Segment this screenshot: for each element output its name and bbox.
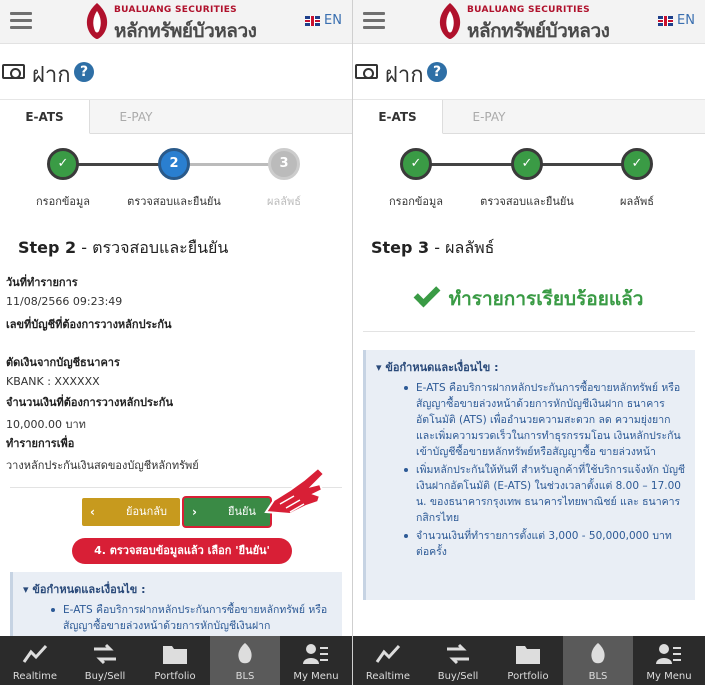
chart-line-icon [375,642,401,666]
terms-item: E-ATS คือบริการฝากหลักประกันการซื้อขายหลักทรัพย์ หรือสัญญาซื้อขายล่วงหน้าด้วยการหักบัญชีเงินฝาก ธนาคารอัตโนมัติ (ATS) เพื่ออำนวยความสะดวก ลด ความยุ่งยาก และเพิ่มความรวดเร็วในการทำธุรกรรมโอน เงินหลักประกันเข้าบัญชีซื้อขายหลักทรัพย์หรือสัญญาซื้อ ขายล่วงหน้า [404,380,688,460]
nav-buy-sell[interactable]: Buy/Sell [423,636,493,685]
step-2-label: ตรวจสอบและยืนยัน [127,195,221,208]
user-list-icon [303,642,329,666]
step-1-check-icon: ✓ [400,148,432,180]
nav-my-menu[interactable]: My Menu [633,636,705,685]
app-header [353,0,705,44]
nav-my-menu[interactable]: My Menu [280,636,352,685]
chevron-right-icon: › [192,505,197,519]
terms-box [363,350,695,600]
lotus-icon [585,642,611,666]
tab-e-ats[interactable]: E-ATS [0,100,90,134]
field-value-bank: KBANK : XXXXXX [6,375,100,388]
field-label-purpose: ทำรายการเพื่อ [6,437,75,450]
divider [363,331,695,332]
uk-flag-icon [658,16,673,26]
instruction-hint: 4. ตรวจสอบข้อมูลแล้ว เลือก 'ยืนยัน' [72,538,292,564]
swap-arrows-icon [445,642,471,666]
page-title-bar [0,44,352,100]
nav-bls[interactable]: BLS [210,636,280,685]
chevron-left-icon: ‹ [90,505,95,519]
step-1-label: กรอกข้อมูล [36,195,90,208]
brand-logo [84,2,274,42]
bottom-nav [0,636,352,685]
progress-stepper [0,140,352,210]
uk-flag-icon [305,16,320,26]
nav-realtime[interactable]: Realtime [353,636,423,685]
brand-name-en: BUALUANG SECURITIES [467,5,590,15]
hamburger-menu-icon[interactable] [363,12,385,30]
field-label-account: เลขที่บัญชีที่ต้องการวางหลักประกัน [6,318,172,331]
terms-item: จำนวนเงินที่ทำรายการตั้งแต่ 3,000 - 50,000,000 บาท ต่อครั้ง [404,528,688,560]
nav-portfolio[interactable]: Portfolio [493,636,563,685]
step-heading: Step 2 - ตรวจสอบและยืนยัน [18,238,229,257]
check-icon [413,281,440,308]
left-panel [0,0,352,685]
terms-box [10,572,342,636]
brand-name-th: หลักทรัพย์บัวหลวง [114,20,257,42]
chart-line-icon [22,642,48,666]
user-list-icon [656,642,682,666]
folder-icon [162,642,188,666]
help-icon[interactable]: ? [427,62,447,82]
confirm-button[interactable]: › ยืนยัน [184,498,270,526]
page-title: ฝาก [32,63,71,88]
swap-arrows-icon [92,642,118,666]
terms-list [404,380,688,562]
language-switch[interactable]: EN [305,13,342,28]
hamburger-menu-icon[interactable] [10,12,32,30]
terms-item: E-ATS คือบริการฝากหลักประกันการซื้อขายหลักทรัพย์ หรือสัญญาซื้อขายล่วงหน้าด้วยการหักบัญชีเงินฝาก [51,602,331,634]
lotus-icon [232,642,258,666]
step-2-check-icon: ✓ [511,148,543,180]
terms-list [51,602,331,636]
help-icon[interactable]: ? [74,62,94,82]
tab-e-pay[interactable]: E-PAY [472,110,506,124]
deposit-tabs [353,100,705,134]
tab-e-pay[interactable]: E-PAY [119,110,153,124]
field-value-date: 11/08/2566 09:23:49 [6,295,123,308]
page-title-bar [353,44,705,100]
lotus-flame-icon [84,2,110,40]
step-heading: Step 3 - ผลลัพธ์ [371,238,495,257]
step-3-label: ผลลัพธ์ [267,195,301,208]
nav-realtime[interactable]: Realtime [0,636,70,685]
lotus-flame-icon [437,2,463,40]
brand-name-en: BUALUANG SECURITIES [114,5,237,15]
brand-name-th: หลักทรัพย์บัวหลวง [467,20,610,42]
page-title: ฝาก [385,63,424,88]
step-2-indicator: 2 [158,148,190,180]
step-3-check-icon: ✓ [621,148,653,180]
field-label-amount: จำนวนเงินที่ต้องการวางหลักประกัน [6,396,173,409]
progress-stepper [353,140,705,210]
nav-buy-sell[interactable]: Buy/Sell [70,636,140,685]
back-button[interactable]: ‹ ย้อนกลับ [82,498,180,526]
nav-portfolio[interactable]: Portfolio [140,636,210,685]
pointing-hand-icon [260,460,330,520]
cash-icon [2,64,25,79]
bottom-nav [353,636,705,685]
terms-title: ▾ ข้อกำหนดและเงื่อนไข : [376,361,499,374]
field-label-date: วันที่ทำรายการ [6,276,78,289]
terms-title: ▾ ข้อกำหนดและเงื่อนไข : [23,583,146,596]
field-label-bank: ตัดเงินจากบัญชีธนาคาร [6,356,120,369]
cash-icon [355,64,378,79]
app-header [0,0,352,44]
step-1-check-icon: ✓ [47,148,79,180]
step-3-label: ผลลัพธ์ [620,195,654,208]
right-panel [353,0,705,685]
step-3-indicator: 3 [268,148,300,180]
nav-bls[interactable]: BLS [563,636,633,685]
brand-logo [437,2,627,42]
folder-icon [515,642,541,666]
step-2-label: ตรวจสอบและยืนยัน [480,195,574,208]
deposit-tabs [0,100,352,134]
success-message: ทำรายการเรียบร้อยแล้ว [353,284,705,314]
tab-e-ats[interactable]: E-ATS [353,100,443,134]
field-value-purpose: วางหลักประกันเงินสดของบัญชีหลักทรัพย์ [6,459,199,472]
field-value-amount: 10,000.00 บาท [6,418,86,431]
language-switch[interactable]: EN [658,13,695,28]
terms-item: เพิ่มหลักประกันให้ทันที สำหรับลูกค้าที่ใช้บริการแจ้งหัก บัญชีเงินฝากอัตโนมัติ (E-ATS) ในช่วงเวลาตั้งแต่ 8.00 – 17.00 น. ของธนาคารกรุงเทพ ธนาคารไทยพาณิชย์ และ ธนาคารกสิกรไทย [404,462,688,526]
step-1-label: กรอกข้อมูล [389,195,443,208]
